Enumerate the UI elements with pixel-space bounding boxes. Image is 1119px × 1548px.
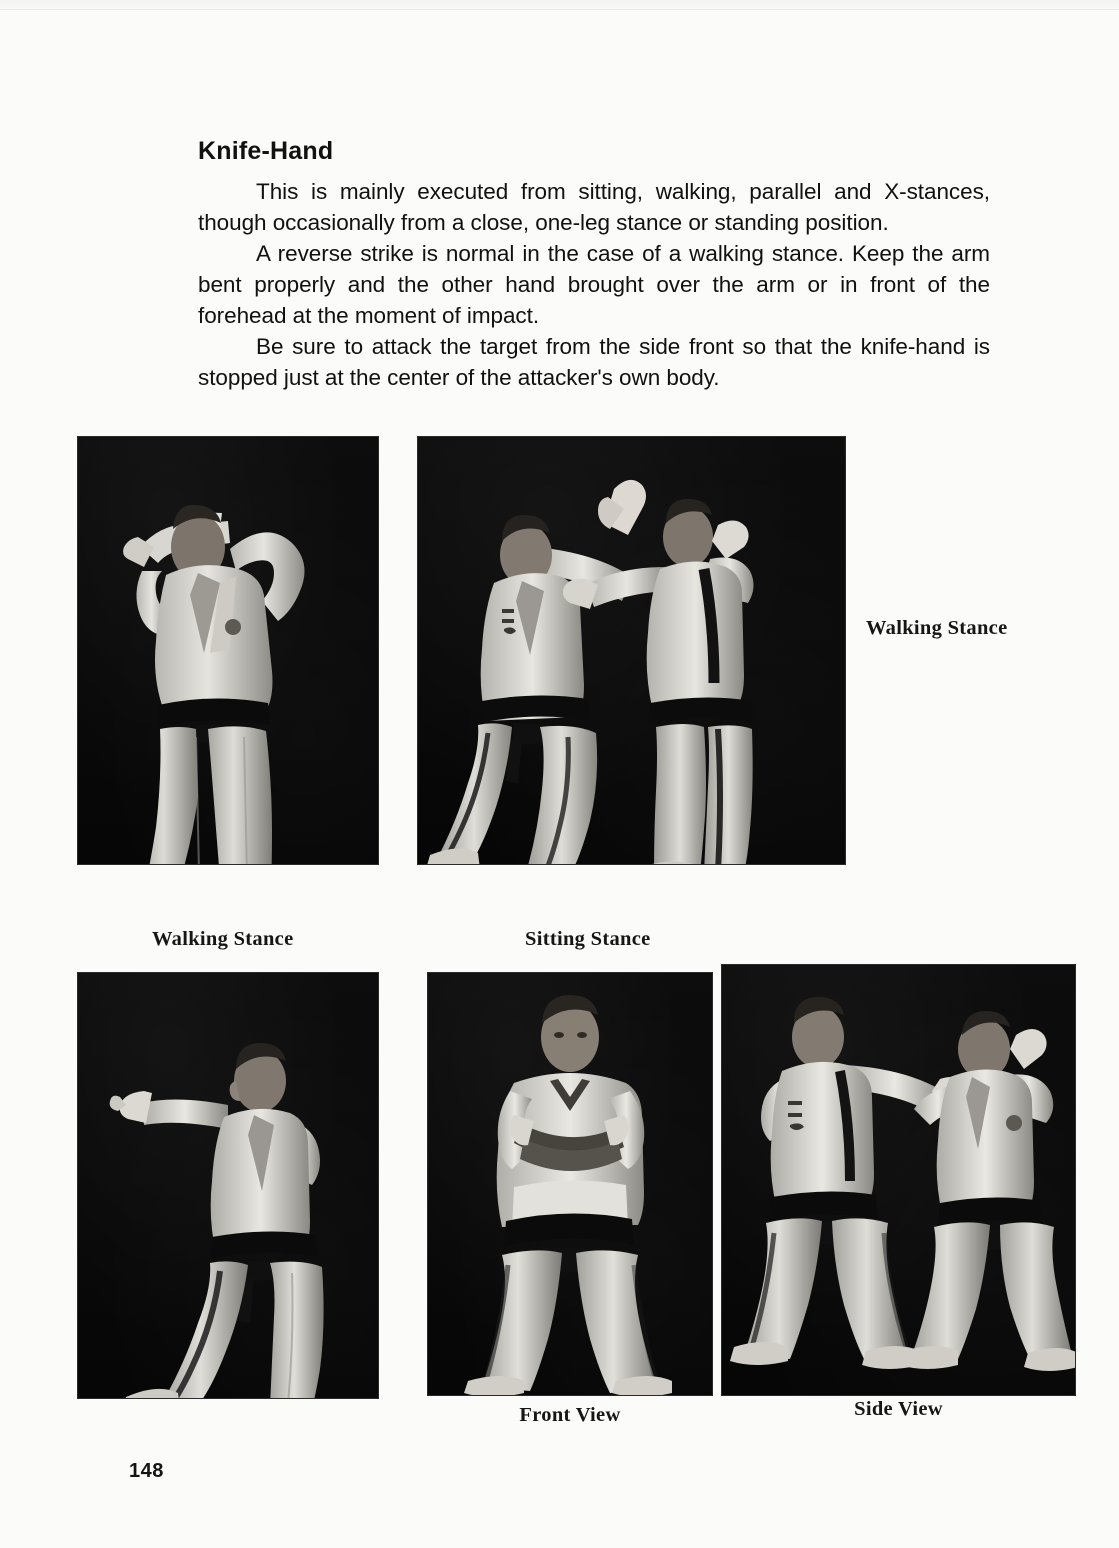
article-text-column: [198, 138, 990, 393]
paragraph-1: This is mainly executed from sitting, walking, parallel and X-stances, though occasionally from a close, one-leg stance or standing position.: [198, 178, 990, 235]
figure-walking-stance-solo: [78, 437, 378, 864]
page-number: 148: [129, 1460, 164, 1482]
figure-sitting-stance-pair: [418, 437, 845, 864]
figure-sitting-stance-side: [722, 965, 1075, 1395]
figure-illustration: [78, 973, 378, 1398]
figure-sitting-stance-front: [428, 973, 712, 1395]
figure-illustration: [78, 437, 378, 864]
scan-edge-artifact: [0, 0, 1119, 11]
caption-side-view: Side View: [854, 1398, 943, 1420]
figure-illustration: [418, 437, 845, 864]
paragraph-2: A reverse strike is normal in the case of a walking stance. Keep the arm bent properly and the other hand brought over the arm or in front of the forehead at the moment of impact.: [198, 240, 990, 328]
caption-sitting-stance-row2: Sitting Stance: [525, 928, 651, 950]
caption-front-view: Front View: [519, 1404, 621, 1426]
figure-illustration: [428, 973, 712, 1395]
paragraph-3: Be sure to attack the target from the side front so that the knife-hand is stopped just at the center of the attacker's own body.: [198, 333, 990, 390]
page-title: Knife-Hand: [198, 137, 334, 165]
caption-walking-stance-right: Walking Stance: [866, 617, 1008, 639]
figure-illustration: [722, 965, 1075, 1395]
caption-walking-stance-row2: Walking Stance: [152, 928, 294, 950]
figure-walking-stance-profile: [78, 973, 378, 1398]
